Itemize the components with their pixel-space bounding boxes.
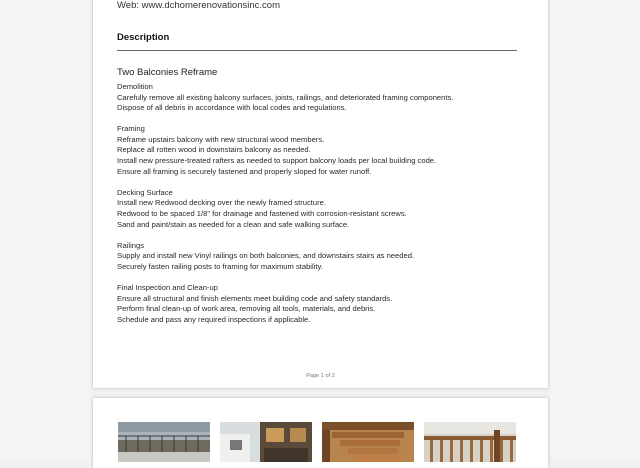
section-line: Schedule and pass any required inspections if applicable. [117, 314, 311, 324]
section-framing [117, 124, 527, 177]
document-page-2 [93, 398, 548, 468]
section-line: Supply and install new Vinyl railings on both balconies, and downstairs stairs as needed. [117, 251, 415, 261]
section-line: Perform final clean-up of work area, removing all tools, materials, and debris. [117, 304, 376, 314]
section-line: Securely fasten railing posts to framing for maximum stability. [117, 261, 323, 271]
section-line: Reframe upstairs balcony with new structural wood members. [117, 134, 325, 144]
section-line: Carefully remove all existing balcony surfaces, joists, railings, and deteriorated framing components. [117, 92, 454, 102]
wood-railing-photo[interactable] [424, 422, 516, 462]
page-number: Page 1 of 2 [306, 373, 335, 379]
section-title: Framing [117, 124, 145, 134]
left-background [0, 0, 92, 460]
section-title: Demolition [117, 82, 153, 91]
balcony-railing-photo[interactable] [118, 422, 210, 462]
description-divider [117, 50, 517, 51]
section-line: Install new Redwood decking over the newly framed structure. [117, 198, 326, 208]
section-line: Sand and paint/stain as needed for a clean and safe walking surface. [117, 219, 350, 229]
house-exterior-photo[interactable] [220, 422, 312, 462]
section-final-inspection [117, 283, 527, 325]
section-decking-surface [117, 188, 527, 230]
wood-stairs-photo[interactable] [322, 422, 414, 462]
right-background [550, 0, 640, 460]
section-line: Ensure all structural and finish elements meet building code and safety standards. [117, 293, 393, 303]
section-line: Ensure all framing is securely fastened and properly sloped for water runoff. [117, 166, 372, 176]
section-title: Railings [117, 240, 145, 250]
section-line: Dispose of all debris in accordance with local codes and regulations. [117, 103, 347, 113]
document-page-1 [93, 0, 548, 388]
section-title: Decking Surface [117, 187, 173, 197]
section-demolition [117, 82, 527, 114]
company-website: Web: www.dchomerenovationsinc.com [117, 0, 280, 11]
section-railings [117, 241, 527, 273]
description-heading: Description [117, 32, 170, 43]
scope-of-work [117, 82, 527, 336]
section-line: Redwood to be spaced 1/8" for drainage and fastened with corrosion-resistant screws. [117, 208, 407, 218]
section-title: Final Inspection and Clean-up [117, 282, 218, 292]
section-line: Install new pressure-treated rafters as needed to support balcony loads per local building code. [117, 156, 437, 166]
project-title: Two Balconies Reframe [117, 67, 218, 78]
section-line: Replace all rotten wood in downstairs balcony as needed. [117, 145, 311, 155]
